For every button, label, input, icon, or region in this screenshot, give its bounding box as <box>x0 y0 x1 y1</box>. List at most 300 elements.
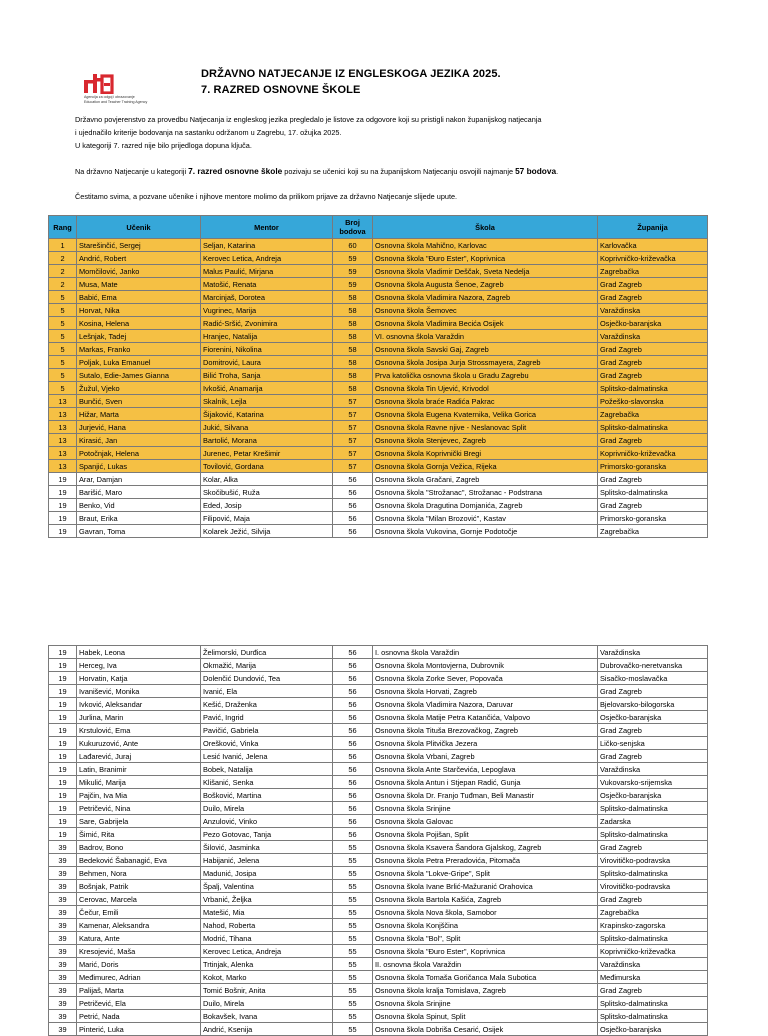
cell-rank: 39 <box>49 893 77 906</box>
cell-rank: 39 <box>49 932 77 945</box>
cell-rank: 19 <box>49 789 77 802</box>
agency-name-en: Education and Teacher Training Agency <box>84 100 148 104</box>
cell-mentor: Vugrinec, Marija <box>201 304 333 317</box>
cell-county: Splitsko-dalmatinska <box>598 421 708 434</box>
cell-student: Međimurec, Adrian <box>77 971 201 984</box>
cell-county: Osječko-baranjska <box>598 317 708 330</box>
cell-rank: 19 <box>49 525 77 538</box>
cell-county: Međimurska <box>598 971 708 984</box>
cell-student: Mikulić, Marija <box>77 776 201 789</box>
cell-school: Osnovna škola Dragutina Domjanića, Zagreb <box>373 499 598 512</box>
cell-points: 56 <box>333 776 373 789</box>
cell-county: Grad Zagreb <box>598 841 708 854</box>
cell-school: Osnovna škola Galovac <box>373 815 598 828</box>
results-table-2-body <box>49 646 708 1036</box>
table-row <box>49 369 708 382</box>
cell-points: 55 <box>333 958 373 971</box>
agency-name-hr: Agencija za odgoj i obrazovanje <box>84 95 135 99</box>
cell-points: 55 <box>333 932 373 945</box>
cell-student: Kirasić, Jan <box>77 434 201 447</box>
cell-mentor: Skalnik, Lejla <box>201 395 333 408</box>
table-row <box>49 278 708 291</box>
cell-county: Varaždinska <box>598 646 708 659</box>
cell-mentor: Bartolić, Morana <box>201 434 333 447</box>
cell-rank: 39 <box>49 867 77 880</box>
cell-rank: 39 <box>49 880 77 893</box>
cell-mentor: Dolenčić Dundović, Tea <box>201 672 333 685</box>
cell-county: Vukovarsko-srijemska <box>598 776 708 789</box>
cell-student: Pinterić, Luka <box>77 1023 201 1036</box>
cell-county: Karlovačka <box>598 239 708 252</box>
cell-county: Grad Zagreb <box>598 984 708 997</box>
cell-county: Splitsko-dalmatinska <box>598 828 708 841</box>
cell-student: Jurjević, Hana <box>77 421 201 434</box>
cell-rank: 39 <box>49 1023 77 1036</box>
cell-points: 56 <box>333 473 373 486</box>
cell-mentor: Seljan, Katarina <box>201 239 333 252</box>
cell-rank: 39 <box>49 958 77 971</box>
cell-school: Osnovna škola Horvati, Zagreb <box>373 685 598 698</box>
cell-mentor: Trtinjak, Alenka <box>201 958 333 971</box>
cell-points: 56 <box>333 724 373 737</box>
table-row <box>49 763 708 776</box>
cell-mentor: Pezo Gotovac, Tanja <box>201 828 333 841</box>
cell-points: 58 <box>333 304 373 317</box>
cell-county: Grad Zagreb <box>598 750 708 763</box>
cell-student: Hižar, Marta <box>77 408 201 421</box>
cell-county: Primorsko-goranska <box>598 512 708 525</box>
cell-school: I. osnovna škola Varaždin <box>373 646 598 659</box>
cell-county: Koprivničko-križevačka <box>598 252 708 265</box>
cell-rank: 19 <box>49 672 77 685</box>
cell-school: Osnovna škola Pojišan, Split <box>373 828 598 841</box>
cell-school: Osnovna škola Dr. Franjo Tuđman, Beli Manastir <box>373 789 598 802</box>
cell-student: Musa, Mate <box>77 278 201 291</box>
invite-post: . <box>556 167 559 176</box>
cell-rank: 13 <box>49 421 77 434</box>
table-row <box>49 841 708 854</box>
table-row <box>49 867 708 880</box>
table-row <box>49 356 708 369</box>
cell-points: 56 <box>333 737 373 750</box>
cell-student: Petrić, Nada <box>77 1010 201 1023</box>
cell-mentor: Fiorenini, Nikolina <box>201 343 333 356</box>
cell-student: Kosina, Helena <box>77 317 201 330</box>
table-row <box>49 499 708 512</box>
page-subtitle: 7. RAZRED OSNOVNE ŠKOLE <box>201 84 361 96</box>
table-row <box>49 854 708 867</box>
cell-rank: 39 <box>49 971 77 984</box>
cell-mentor: Ivanić, Ela <box>201 685 333 698</box>
table-row <box>49 408 708 421</box>
cell-points: 57 <box>333 434 373 447</box>
cell-student: Herceg, Iva <box>77 659 201 672</box>
cell-rank: 19 <box>49 486 77 499</box>
column-header-student: Učenik <box>77 216 201 239</box>
cell-mentor: Skočibušić, Ruža <box>201 486 333 499</box>
cell-student: Marić, Doris <box>77 958 201 971</box>
cell-points: 55 <box>333 1010 373 1023</box>
cell-mentor: Domitrović, Laura <box>201 356 333 369</box>
cell-points: 56 <box>333 685 373 698</box>
cell-school: Osnovna škola Savski Gaj, Zagreb <box>373 343 598 356</box>
cell-points: 56 <box>333 802 373 815</box>
cell-student: Kamenar, Aleksandra <box>77 919 201 932</box>
cell-mentor: Bokavšek, Ivana <box>201 1010 333 1023</box>
cell-student: Šimić, Rita <box>77 828 201 841</box>
cell-mentor: Okmažić, Marija <box>201 659 333 672</box>
cell-rank: 19 <box>49 750 77 763</box>
cell-rank: 13 <box>49 395 77 408</box>
cell-points: 58 <box>333 382 373 395</box>
cell-county: Grad Zagreb <box>598 278 708 291</box>
cell-rank: 19 <box>49 685 77 698</box>
column-header-rank: Rang <box>49 216 77 239</box>
results-table-1 <box>48 215 708 538</box>
cell-student: Lađarević, Juraj <box>77 750 201 763</box>
cell-student: Benko, Vid <box>77 499 201 512</box>
cell-student: Andrić, Robert <box>77 252 201 265</box>
cell-school: Osnovna škola Konjščina <box>373 919 598 932</box>
cell-county: Koprivničko-križevačka <box>598 447 708 460</box>
cell-rank: 19 <box>49 776 77 789</box>
cell-student: Horvatin, Katja <box>77 672 201 685</box>
cell-school: Osnovna škola Plitvička Jezera <box>373 737 598 750</box>
cell-county: Osječko-baranjska <box>598 1023 708 1036</box>
cell-county: Virovitičko-podravska <box>598 880 708 893</box>
cell-county: Grad Zagreb <box>598 369 708 382</box>
cell-mentor: Špalj, Valentina <box>201 880 333 893</box>
cell-student: Sare, Gabrijela <box>77 815 201 828</box>
cell-mentor: Vrbanić, Željka <box>201 893 333 906</box>
cell-rank: 39 <box>49 984 77 997</box>
cell-student: Bunčić, Sven <box>77 395 201 408</box>
cell-school: Osnovna škola Dobriša Cesarić, Osijek <box>373 1023 598 1036</box>
cell-points: 55 <box>333 880 373 893</box>
table-row <box>49 698 708 711</box>
cell-rank: 5 <box>49 369 77 382</box>
cell-rank: 19 <box>49 737 77 750</box>
cell-county: Zagrebačka <box>598 265 708 278</box>
table-row <box>49 672 708 685</box>
cell-rank: 13 <box>49 447 77 460</box>
cell-rank: 5 <box>49 291 77 304</box>
cell-rank: 19 <box>49 512 77 525</box>
cell-mentor: Klišanić, Senka <box>201 776 333 789</box>
cell-points: 56 <box>333 750 373 763</box>
cell-points: 55 <box>333 893 373 906</box>
cell-school: Osnovna škola "Đuro Ester", Koprivnica <box>373 945 598 958</box>
table-row <box>49 906 708 919</box>
table-row <box>49 291 708 304</box>
cell-county: Grad Zagreb <box>598 343 708 356</box>
cell-mentor: Tovilović, Gordana <box>201 460 333 473</box>
cell-school: Osnovna škola Tomaša Goričanca Mala Subotica <box>373 971 598 984</box>
column-header-school: Škola <box>373 216 598 239</box>
cell-county: Osječko-baranjska <box>598 711 708 724</box>
cell-rank: 39 <box>49 906 77 919</box>
cell-rank: 19 <box>49 711 77 724</box>
cell-county: Grad Zagreb <box>598 434 708 447</box>
table-header-row <box>49 216 708 239</box>
cell-student: Cerovac, Marcela <box>77 893 201 906</box>
cell-school: II. osnovna škola Varaždin <box>373 958 598 971</box>
cell-student: Kresojević, Maša <box>77 945 201 958</box>
table-row <box>49 434 708 447</box>
cell-school: Osnovna škola Petra Preradovića, Pitomača <box>373 854 598 867</box>
cell-school: Osnovna škola Gračani, Zagreb <box>373 473 598 486</box>
cell-student: Behmen, Nora <box>77 867 201 880</box>
cell-county: Varaždinska <box>598 958 708 971</box>
cell-rank: 5 <box>49 330 77 343</box>
cell-county: Zagrebačka <box>598 408 708 421</box>
cell-points: 55 <box>333 854 373 867</box>
cell-points: 55 <box>333 919 373 932</box>
cell-mentor: Šijaković, Katarina <box>201 408 333 421</box>
table-row <box>49 711 708 724</box>
cell-points: 58 <box>333 356 373 369</box>
cell-county: Koprivničko-križevačka <box>598 945 708 958</box>
cell-student: Ivanišević, Monika <box>77 685 201 698</box>
cell-student: Petričević, Ela <box>77 997 201 1010</box>
table-row <box>49 685 708 698</box>
cell-school: Osnovna škola Bartola Kašića, Zagreb <box>373 893 598 906</box>
cell-county: Splitsko-dalmatinska <box>598 867 708 880</box>
table-row <box>49 997 708 1010</box>
cell-rank: 19 <box>49 659 77 672</box>
cell-mentor: Hranjec, Natalija <box>201 330 333 343</box>
table-row <box>49 802 708 815</box>
cell-points: 59 <box>333 265 373 278</box>
congrats-paragraph: Čestitamo svima, a pozvane učenike i njihove mentore molimo da prilikom prijave za državno Natjecanje slijede upute. <box>75 192 458 201</box>
cell-mentor: Lesić Ivanić, Jelena <box>201 750 333 763</box>
cell-school: Osnovna škola "Milan Brozović", Kastav <box>373 512 598 525</box>
cell-mentor: Kerovec Letica, Andreja <box>201 945 333 958</box>
cell-student: Horvat, Nika <box>77 304 201 317</box>
cell-county: Dubrovačko-neretvanska <box>598 659 708 672</box>
cell-points: 57 <box>333 408 373 421</box>
cell-county: Zagrebačka <box>598 525 708 538</box>
cell-rank: 5 <box>49 317 77 330</box>
cell-points: 58 <box>333 317 373 330</box>
cell-mentor: Andrić, Ksenija <box>201 1023 333 1036</box>
cell-school: Osnovna škola Šemovec <box>373 304 598 317</box>
cell-mentor: Jukić, Silvana <box>201 421 333 434</box>
cell-student: Poljak, Luka Emanuel <box>77 356 201 369</box>
agency-logo-icon <box>84 72 116 94</box>
cell-mentor: Kokot, Marko <box>201 971 333 984</box>
invite-paragraph <box>75 166 558 176</box>
cell-mentor: Kešić, Draženka <box>201 698 333 711</box>
cell-points: 56 <box>333 763 373 776</box>
cell-student: Kukuruzović, Ante <box>77 737 201 750</box>
cell-rank: 39 <box>49 919 77 932</box>
cell-school: Osnovna škola Vrbani, Zagreb <box>373 750 598 763</box>
cell-mentor: Jurenec, Petar Krešimir <box>201 447 333 460</box>
cell-rank: 1 <box>49 239 77 252</box>
cell-points: 55 <box>333 971 373 984</box>
cell-school: Osnovna škola Montovjerna, Dubrovnik <box>373 659 598 672</box>
cell-rank: 39 <box>49 945 77 958</box>
cell-rank: 39 <box>49 854 77 867</box>
table-row <box>49 460 708 473</box>
cell-school: Osnovna škola Ksavera Šandora Gjalskog, Zagreb <box>373 841 598 854</box>
results-table-1-body <box>49 239 708 538</box>
cell-student: Palijaš, Marta <box>77 984 201 997</box>
page-title: DRŽAVNO NATJECANJE IZ ENGLESKOGA JEZIKA 2025. <box>201 68 501 80</box>
table-row <box>49 382 708 395</box>
cell-county: Zagrebačka <box>598 906 708 919</box>
cell-rank: 39 <box>49 841 77 854</box>
table-row <box>49 646 708 659</box>
column-header-mentor: Mentor <box>201 216 333 239</box>
cell-county: Grad Zagreb <box>598 893 708 906</box>
cell-points: 56 <box>333 711 373 724</box>
cell-points: 58 <box>333 369 373 382</box>
table-row <box>49 421 708 434</box>
table-row <box>49 958 708 971</box>
cell-points: 57 <box>333 460 373 473</box>
cell-school: Osnovna škola Josipa Jurja Strossmayera, Zagreb <box>373 356 598 369</box>
cell-mentor: Nahod, Roberta <box>201 919 333 932</box>
cell-mentor: Pavić, Ingrid <box>201 711 333 724</box>
cell-county: Splitsko-dalmatinska <box>598 382 708 395</box>
cell-rank: 19 <box>49 815 77 828</box>
cell-school: VI. osnovna škola Varaždin <box>373 330 598 343</box>
cell-student: Pajčin, Iva Mia <box>77 789 201 802</box>
cell-mentor: Malus Paulić, Mirjana <box>201 265 333 278</box>
invite-category: 7. razred osnovne škole <box>188 166 283 176</box>
cell-county: Varaždinska <box>598 304 708 317</box>
intro-line: U kategoriji 7. razred nije bilo prijedloga dopuna ključa. <box>75 141 252 150</box>
cell-student: Badrov, Bono <box>77 841 201 854</box>
cell-student: Ivković, Aleksandar <box>77 698 201 711</box>
cell-student: Sutalo, Edie-James Gianna <box>77 369 201 382</box>
cell-county: Grad Zagreb <box>598 724 708 737</box>
intro-line: Državno povjerenstvo za provedbu Natjecanja iz engleskog jezika pregledalo je listove za odgovore koji su pristigli nakon županijskog natjecanja <box>75 115 542 124</box>
table-row <box>49 750 708 763</box>
cell-student: Potočnjak, Helena <box>77 447 201 460</box>
cell-school: Osnovna škola Tituša Brezovačkog, Zagreb <box>373 724 598 737</box>
table-row <box>49 486 708 499</box>
cell-county: Zadarska <box>598 815 708 828</box>
cell-student: Jurlina, Marin <box>77 711 201 724</box>
table-row <box>49 919 708 932</box>
cell-school: Osnovna škola Augusta Šenoe, Zagreb <box>373 278 598 291</box>
table-row <box>49 330 708 343</box>
cell-mentor: Madunić, Josipa <box>201 867 333 880</box>
cell-school: Osnovna škola Vladimira Becića Osijek <box>373 317 598 330</box>
cell-mentor: Radić-Sršić, Zvonimira <box>201 317 333 330</box>
cell-county: Virovitičko-podravska <box>598 854 708 867</box>
cell-points: 56 <box>333 789 373 802</box>
cell-points: 56 <box>333 646 373 659</box>
invite-points: 57 bodova <box>515 166 557 176</box>
cell-school: Osnovna škola Mahično, Karlovac <box>373 239 598 252</box>
cell-student: Bošnjak, Patrik <box>77 880 201 893</box>
agency-logo <box>84 72 184 108</box>
cell-student: Bedeković Šabanagić, Eva <box>77 854 201 867</box>
table-row <box>49 945 708 958</box>
cell-school: Osnovna škola Gornja Vežica, Rijeka <box>373 460 598 473</box>
cell-school: Osnovna škola "Đuro Ester", Koprivnica <box>373 252 598 265</box>
cell-mentor: Bobek, Natalija <box>201 763 333 776</box>
cell-student: Lešnjak, Tadej <box>77 330 201 343</box>
cell-rank: 13 <box>49 434 77 447</box>
table-row <box>49 252 708 265</box>
cell-county: Grad Zagreb <box>598 291 708 304</box>
table-row <box>49 447 708 460</box>
cell-county: Ličko-senjska <box>598 737 708 750</box>
cell-mentor: Matošić, Renata <box>201 278 333 291</box>
cell-county: Splitsko-dalmatinska <box>598 997 708 1010</box>
cell-school: Osnovna škola "Bol", Split <box>373 932 598 945</box>
cell-county: Grad Zagreb <box>598 499 708 512</box>
cell-points: 58 <box>333 343 373 356</box>
cell-student: Petričević, Nina <box>77 802 201 815</box>
cell-school: Osnovna škola Vukovina, Gornje Podotočje <box>373 525 598 538</box>
cell-rank: 19 <box>49 724 77 737</box>
table-row <box>49 828 708 841</box>
cell-rank: 19 <box>49 698 77 711</box>
cell-rank: 19 <box>49 802 77 815</box>
cell-rank: 2 <box>49 252 77 265</box>
cell-county: Grad Zagreb <box>598 473 708 486</box>
cell-school: Osnovna škola Ravne njive - Neslanovac Split <box>373 421 598 434</box>
cell-mentor: Bošković, Martina <box>201 789 333 802</box>
cell-school: Osnovna škola kralja Tomislava, Zagreb <box>373 984 598 997</box>
cell-points: 56 <box>333 486 373 499</box>
cell-rank: 19 <box>49 499 77 512</box>
cell-mentor: Kerovec Letica, Andreja <box>201 252 333 265</box>
cell-points: 57 <box>333 447 373 460</box>
table-row <box>49 984 708 997</box>
cell-points: 56 <box>333 815 373 828</box>
cell-county: Splitsko-dalmatinska <box>598 932 708 945</box>
cell-school: Osnovna škola "Lokve-Gripe", Split <box>373 867 598 880</box>
cell-points: 58 <box>333 330 373 343</box>
table-row <box>49 737 708 750</box>
cell-student: Spanjić, Lukas <box>77 460 201 473</box>
cell-mentor: Kolarek Ježić, Silvija <box>201 525 333 538</box>
cell-school: Osnovna škola Ante Starčevića, Lepoglava <box>373 763 598 776</box>
table-row <box>49 343 708 356</box>
table-row <box>49 893 708 906</box>
table-row <box>49 776 708 789</box>
cell-student: Gavran, Toma <box>77 525 201 538</box>
table-row <box>49 815 708 828</box>
cell-school: Osnovna škola "Strožanac", Strožanac - Podstrana <box>373 486 598 499</box>
cell-rank: 2 <box>49 278 77 291</box>
cell-points: 59 <box>333 278 373 291</box>
cell-county: Grad Zagreb <box>598 685 708 698</box>
column-header-county: Županija <box>598 216 708 239</box>
table-row <box>49 1010 708 1023</box>
cell-points: 55 <box>333 997 373 1010</box>
cell-county: Bjelovarsko-bilogorska <box>598 698 708 711</box>
cell-points: 56 <box>333 698 373 711</box>
cell-school: Osnovna škola Tin Ujević, Krivodol <box>373 382 598 395</box>
cell-student: Habek, Leona <box>77 646 201 659</box>
cell-student: Arar, Damjan <box>77 473 201 486</box>
cell-mentor: Duilo, Mirela <box>201 802 333 815</box>
cell-rank: 5 <box>49 356 77 369</box>
cell-student: Katura, Ante <box>77 932 201 945</box>
intro-paragraph <box>75 113 541 152</box>
cell-points: 56 <box>333 828 373 841</box>
intro-line: i ujednačilo kriterije bodovanja na sastanku održanom u Zagrebu, 17. ožujka 2025. <box>75 128 342 137</box>
column-header-points: Broj bodova <box>333 216 373 239</box>
